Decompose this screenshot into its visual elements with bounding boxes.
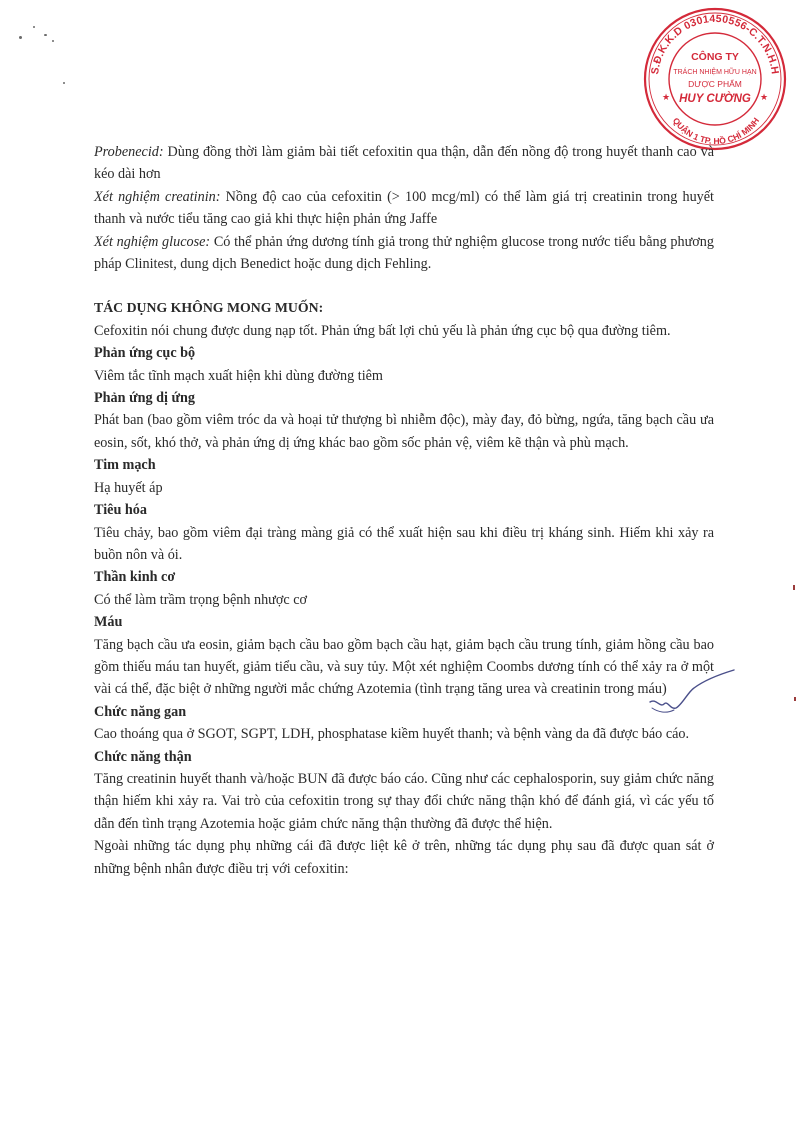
- section-text-kidney-function: Tăng creatinin huyết thanh và/hoặc BUN đã được báo cáo. Cũng như các cephalosporin, suy giảm chức năng thận hiếm khi xảy ra. Vai trò của cefoxitin trong sự thay đổi chức năng thận khó để đánh giá, vì các yếu tố dẫn đến tình trạng Azotemia hoặc giảm chức năng thận thường đã được thể hiện.: [94, 770, 714, 832]
- margin-mark: [793, 585, 795, 590]
- interaction-probenecid: [94, 141, 714, 186]
- section-title-kidney-function: Chức năng thận: [94, 748, 192, 765]
- seal-arc-text: S.Đ.K.K.D 0301450556-C.T.N.H.H: [649, 12, 781, 76]
- section-title-allergic-reactions: Phản ứng dị ứng: [94, 390, 196, 407]
- section-title-blood: Máu: [94, 614, 123, 631]
- interaction-glucose-test: [94, 231, 714, 276]
- interaction-term: Xét nghiệm glucose:: [94, 233, 211, 250]
- interaction-term: Probenecid:: [94, 144, 164, 160]
- adverse-effects-intro: Cefoxitin nói chung được dung nạp tốt. Phản ứng bất lợi chủ yếu là phản ứng cục bộ qua đường tiêm.: [94, 322, 671, 339]
- section-text-neuromuscular: Có thể làm trầm trọng bệnh nhược cơ: [94, 591, 307, 608]
- adverse-effects-heading: TÁC DỤNG KHÔNG MONG MUỐN:: [94, 300, 324, 316]
- svg-text:S.Đ.K.K.D 0301450556-C.T.N.H.H: [649, 13, 781, 75]
- margin-mark: [794, 697, 796, 701]
- scan-speck: [63, 82, 65, 84]
- seal-arc-text-bottom: QUẬN 1 TP. HỒ CHÍ MINH: [670, 115, 762, 147]
- scan-speck: [19, 36, 22, 39]
- scan-speck: [33, 26, 35, 28]
- section-text-allergic-reactions: Phát ban (bao gồm viêm tróc da và hoại tử thượng bì nhiễm độc), mày đay, đỏ bừng, ngứa, tăng bạch cầu ưa eosin, sốt, khó thở, và phản ứng dị ứng khác bao gồm sốc phản vệ, viêm kẽ thận và phù mạch.: [94, 412, 714, 451]
- section-title-neuromuscular: Thần kinh cơ: [94, 569, 176, 586]
- section-title-gastrointestinal: Tiêu hóa: [94, 502, 147, 519]
- scan-speck: [52, 40, 54, 42]
- section-title-local-reactions: Phản ứng cục bộ: [94, 345, 196, 362]
- adverse-effects-closing: Ngoài những tác dụng phụ những cái đã được liệt kê ở trên, những tác dụng phụ sau đã được quan sát ở những bệnh nhân được điều trị với cefoxitin:: [94, 838, 714, 877]
- section-text-blood: Tăng bạch cầu ưa eosin, giảm bạch cầu bao gồm bạch cầu hạt, giảm bạch cầu trung tính, giảm hồng cầu bao gồm thiếu máu tan huyết, giảm tiểu cầu, và suy tủy. Một xét nghiệm Coombs dương tính có thể xảy ra ở một vài cá thể, đặc biệt ở những người mắc chứng Azotemia (tình trạng tăng urea và creatinin trong máu): [94, 636, 714, 698]
- section-text-cardiovascular: Hạ huyết áp: [94, 479, 163, 496]
- section-text-liver-function: Cao thoáng qua ở SGOT, SGPT, LDH, phosphatase kiềm huyết thanh; và bệnh vàng da đã được báo cáo.: [94, 726, 690, 743]
- interaction-term: Xét nghiệm creatinin:: [94, 188, 221, 205]
- pen-mark: [648, 668, 738, 728]
- company-seal: [640, 4, 790, 154]
- interaction-text: Có thể phản ứng dương tính giả trong thử nghiệm glucose trong nước tiểu bằng phương pháp Clinitest, dung dịch Benedict hoặc dung dịch Fehling.: [94, 233, 714, 273]
- seal-star-icon: ★: [760, 92, 769, 102]
- section-text-local-reactions: Viêm tắc tĩnh mạch xuất hiện khi dùng đường tiêm: [94, 367, 383, 384]
- seal-line-3: DƯỢC PHẨM: [688, 79, 742, 89]
- interaction-text: Dùng đồng thời làm giảm bài tiết cefoxitin qua thận, dẫn đến nồng độ trong huyết thanh cao và kéo dài hơn: [94, 144, 714, 183]
- interaction-creatinin-test: [94, 186, 714, 231]
- section-text-gastrointestinal: Tiêu chảy, bao gồm viêm đại tràng màng giả có thể xuất hiện sau khi điều trị kháng sinh. Hiếm khi xảy ra buồn nôn và ói.: [94, 524, 714, 563]
- section-title-cardiovascular: Tim mạch: [94, 457, 156, 474]
- seal-star-icon: ★: [662, 92, 671, 102]
- seal-line-2: TRÁCH NHIỆM HỮU HẠN: [673, 69, 757, 76]
- seal-line-1: CÔNG TY: [691, 51, 739, 63]
- interaction-text: Nồng độ cao của cefoxitin (> 100 mcg/ml) có thể làm giá trị creatinin trong huyết thanh và nước tiểu tăng cao giả khi thực hiện phản ứng Jaffe: [94, 188, 714, 228]
- document-body: [94, 141, 714, 880]
- scan-speck: [44, 34, 47, 36]
- section-title-liver-function: Chức năng gan: [94, 703, 187, 720]
- seal-line-4: HUY CƯỜNG: [679, 93, 751, 105]
